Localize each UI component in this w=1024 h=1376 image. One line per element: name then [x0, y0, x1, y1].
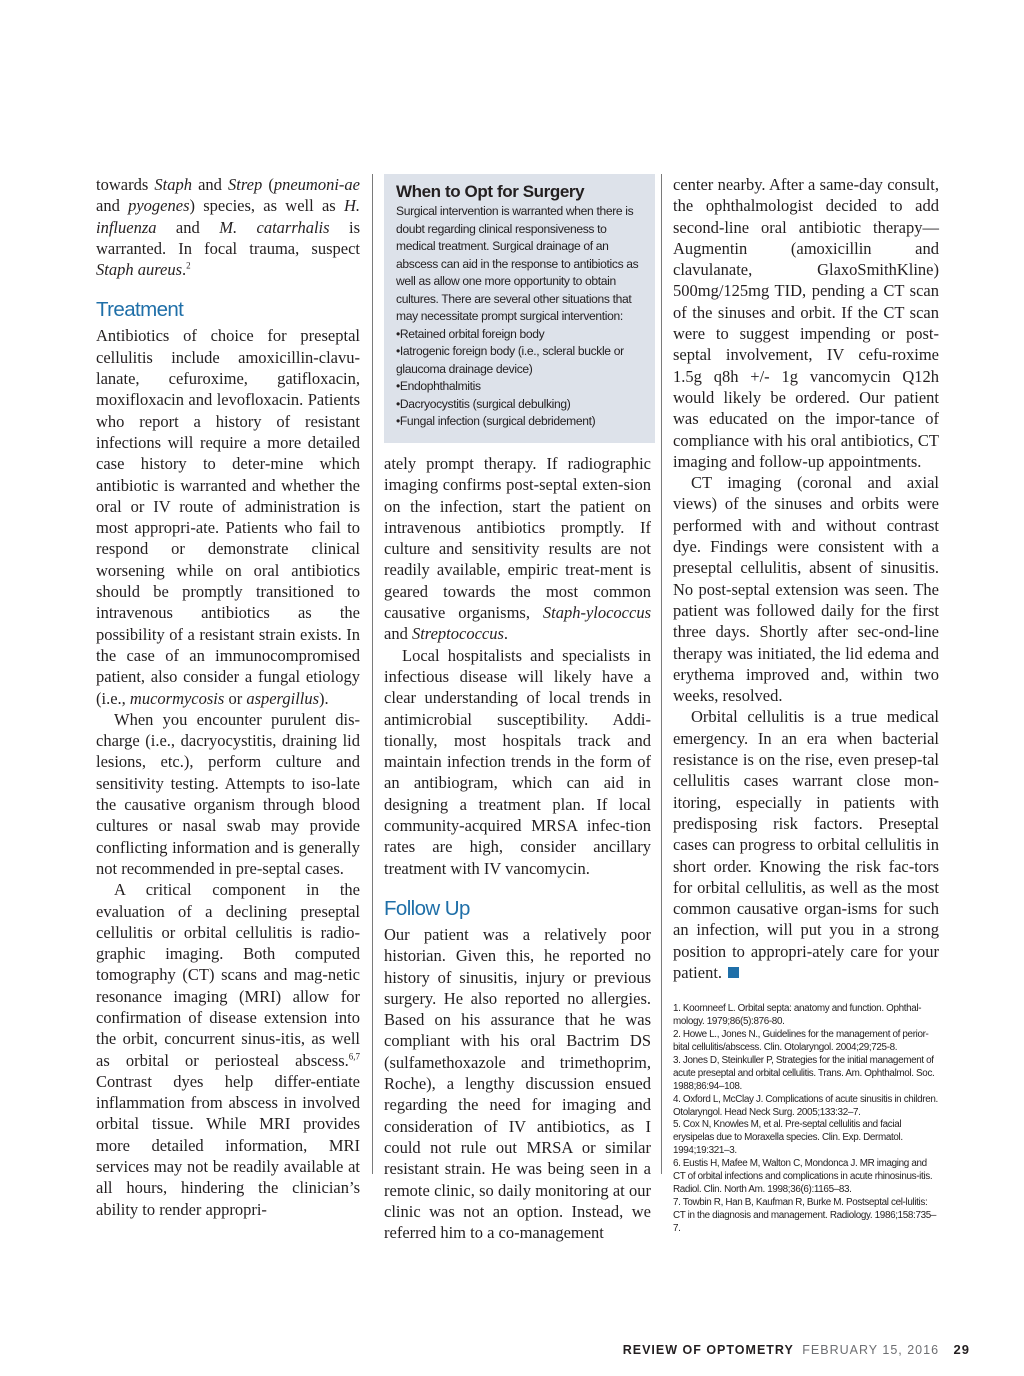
- column-rule-right: [661, 174, 662, 1174]
- col3-paragraph-2: CT imaging (coronal and axial views) of the sinuses and orbits were performed with and without contrast dye. Findings were consistent with a preseptal cellulitis, absent of sinusitis. No post-septal extension was seen. The patient was followed daily for the first three days. Shortly after sec-ond-line therapy was initiated, the lid edema and erythema improved and, within two weeks, resolved.: [673, 473, 939, 706]
- sidebar-body: Surgical intervention is warranted when there is doubt regarding clinical responsiveness to medical treatment. Surgical drainage of an abscess can aid in the response to antibiotics as well as allow one more opportunity to obtain cultures. There are several other situations that may necessitate prompt surgical intervention:: [396, 204, 639, 323]
- column-2: [384, 453, 651, 1243]
- reference-item: 5. Cox N, Knowles M, et al. Pre-septal cellulitis and facial erysipelas due to Moraxella species. Clin. Exp. Dermatol. 1994;19:321–3.: [673, 1119, 903, 1157]
- col2-paragraph-2: Local hospitalists and specialists in infectious disease will likely have a clear understanding of local trends in antimicrobial susceptibility. Addi-tionally, most hospitals track and maintain infection trends in the form of an antibiogram, which can aid in designing a treatment plan. If local community-acquired MRSA infec-tion rates are high, consider ancillary treatment with IV vancomycin.: [384, 645, 651, 878]
- references-list: [673, 1003, 939, 1235]
- treatment-paragraph-2: When you encounter purulent dis-charge (i.e., dacryocystitis, draining lid lesions, etc.), perform culture and sensitivity testing. Attempts to iso-late the causative organism through blood cultures or nasal swab may provide conflicting information and is generally not recommended in pre-septal cases.: [96, 709, 360, 878]
- intro-paragraph: towards Staph and Strep (pneumoni-ae and pyogenes) species, as well as H. influenza and M. catarrhalis is warranted. In focal trauma, suspect Staph aureus.$^2$: [96, 175, 361, 280]
- reference-item: 7. Towbin R, Han B, Kaufman R, Burke M. Postseptal cel-lulitis: CT in the diagnosis and management. Radiology. 1986;158:735–7.: [673, 1196, 937, 1234]
- publication-name: REVIEW OF OPTOMETRY: [622, 1343, 794, 1357]
- issue-date: FEBRUARY 15, 2016: [802, 1343, 940, 1357]
- sidebar-title: When to Opt for Surgery: [396, 182, 585, 201]
- end-mark-icon: [728, 967, 739, 978]
- column-1: [96, 174, 360, 1220]
- follow-up-heading: Follow Up: [384, 896, 470, 920]
- page-footer: [623, 1342, 970, 1357]
- list-item: • Iatrogenic foreign body (i.e., scleral buckle or glaucoma drainage device): [396, 343, 645, 378]
- surgery-sidebar-box: [384, 174, 655, 443]
- reference-item: 6. Eustis H, Mafee M, Walton C, Mondonca J. MR imaging and CT of orbital infections and complications in acute rhinosinus-itis. Radiol. Clin. North Am. 1998;36(6):1165–83.: [673, 1158, 933, 1195]
- sidebar-list: [396, 326, 645, 431]
- follow-up-paragraph: Our patient was a relatively poor historian. Given this, he reported no history of sinusitis, injury or previous surgery. He also reported no allergies. Based on his assurance that he was compliant with his oral Bactrim DS (sulfamethoxazole and trimethoprim, Roche), a lengthy discussion ensued regarding the need for imaging and consideration of IV antibiotics, as I could not rule out MRSA or similar resistant strain. He was being seen in a remote clinic, so daily monitoring at our clinic was not an option. Instead, we referred him to a co-management: [384, 924, 651, 1243]
- col2-paragraph-1: ately prompt therapy. If radiographic imaging confirms post-septal exten-sion on the infection, start the patient on intravenous antibiotics promptly. If culture and sensitivity results are not readily available, empiric treat-ment is geared towards the most common causative organisms, Staph-ylococcus and Streptococcus.: [384, 454, 651, 644]
- reference-item: 1. Koornneef L. Orbital septa: anatomy and function. Ophthal-mology. 1979;86(5):876-80.: [673, 1003, 922, 1028]
- list-item: • Retained orbital foreign body: [396, 326, 645, 344]
- reference-item: 3. Jones D, Steinkuller P, Strategies for the initial management of acute preseptal and orbital cellulitis. Trans. Am. Ophthalmol. Soc. 1988;86:94–108.: [673, 1054, 935, 1092]
- col3-paragraph-3: Orbital cellulitis is a true medical emergency. In an era when bacterial resistance is on the rise, even presep-tal cellulitis cases warrant close mon-itoring, especially in patients with predisposing risk factors. Preseptal cases can progress to orbital cellulitis in short order. Knowing the risk fac-tors for orbital cellulitis, as well as the most common causative organ-isms for such an infection, will put you in a strong position to appropri-ately care for your patient.: [673, 707, 939, 982]
- treatment-paragraph-1: Antibiotics of choice for preseptal cellulitis include amoxicillin-clavu-lanate, cefuroxime, gatifloxacin, moxifloxacin and levofloxacin. Patients who report a history of resistant infections will require a more detailed case history to deter-mine which antibiotic is warranted and whether the oral or IV route of administration is most appropri-ate. Patients who fail to respond or demonstrate clinical worsening while on oral antibiotics should be promptly transitioned to intravenous antibiotics as the possibility of a resistant strain exists. In the case of an immunocompromised patient, also consider a fungal etiology (i.e., mucormycosis or aspergillus).: [96, 326, 360, 708]
- column-3: [673, 174, 939, 1236]
- reference-item: 4. Oxford L, McClay J. Complications of acute sinusitis in children. Otolaryngol. Head Neck Surg. 2005;133:32–7.: [673, 1093, 938, 1118]
- list-item: • Dacryocystitis (surgical debulking): [396, 396, 645, 414]
- list-item: • Fungal infection (surgical debridement): [396, 413, 645, 431]
- treatment-heading: Treatment: [96, 298, 184, 322]
- treatment-paragraph-3: A critical component in the evaluation of a declining preseptal cellulitis or orbital cellulitis is radio-graphic imaging. Both computed tomography (CT) scans and mag-netic resonance imaging (MRI) allow for confirmation of disease extension into the orbit, concurrent sinus-itis, as well as orbital or periosteal abscess.$^{6,7}$ Contrast dyes help differ-entiate inflammation from abscess in involved orbital tissue. While MRI provides more detailed information, MRI services may not be readily available at all hours, hindering the clinician’s ability to render appropri-: [96, 880, 360, 1219]
- list-item: • Endophthalmitis: [396, 378, 645, 396]
- column-rule-left: [372, 174, 373, 1174]
- col3-paragraph-1: center nearby. After a same-day consult, the ophthalmologist decided to add second-line oral antibiotic therapy—Augmentin (amoxicillin and clavulanate, GlaxoSmithKline) 500mg/125mg TID, pending a CT scan of the sinuses and orbit. If the CT scan were to suggest impending or post-septal involvement, IV cefu-roxime 1.5g q8h +/- 1g vancomycin Q12h would likely be ordered. Our patient was educated on the impor-tance of compliance with his oral antibiotics, CT imaging and follow-up appointments.: [673, 175, 939, 471]
- reference-item: 2. Howe L., Jones N., Guidelines for the management of perior-bital cellulitis/abscess. Clin. Otolaryngol. 2004;29;725-8.: [673, 1029, 929, 1053]
- page-number: 29: [953, 1342, 970, 1357]
